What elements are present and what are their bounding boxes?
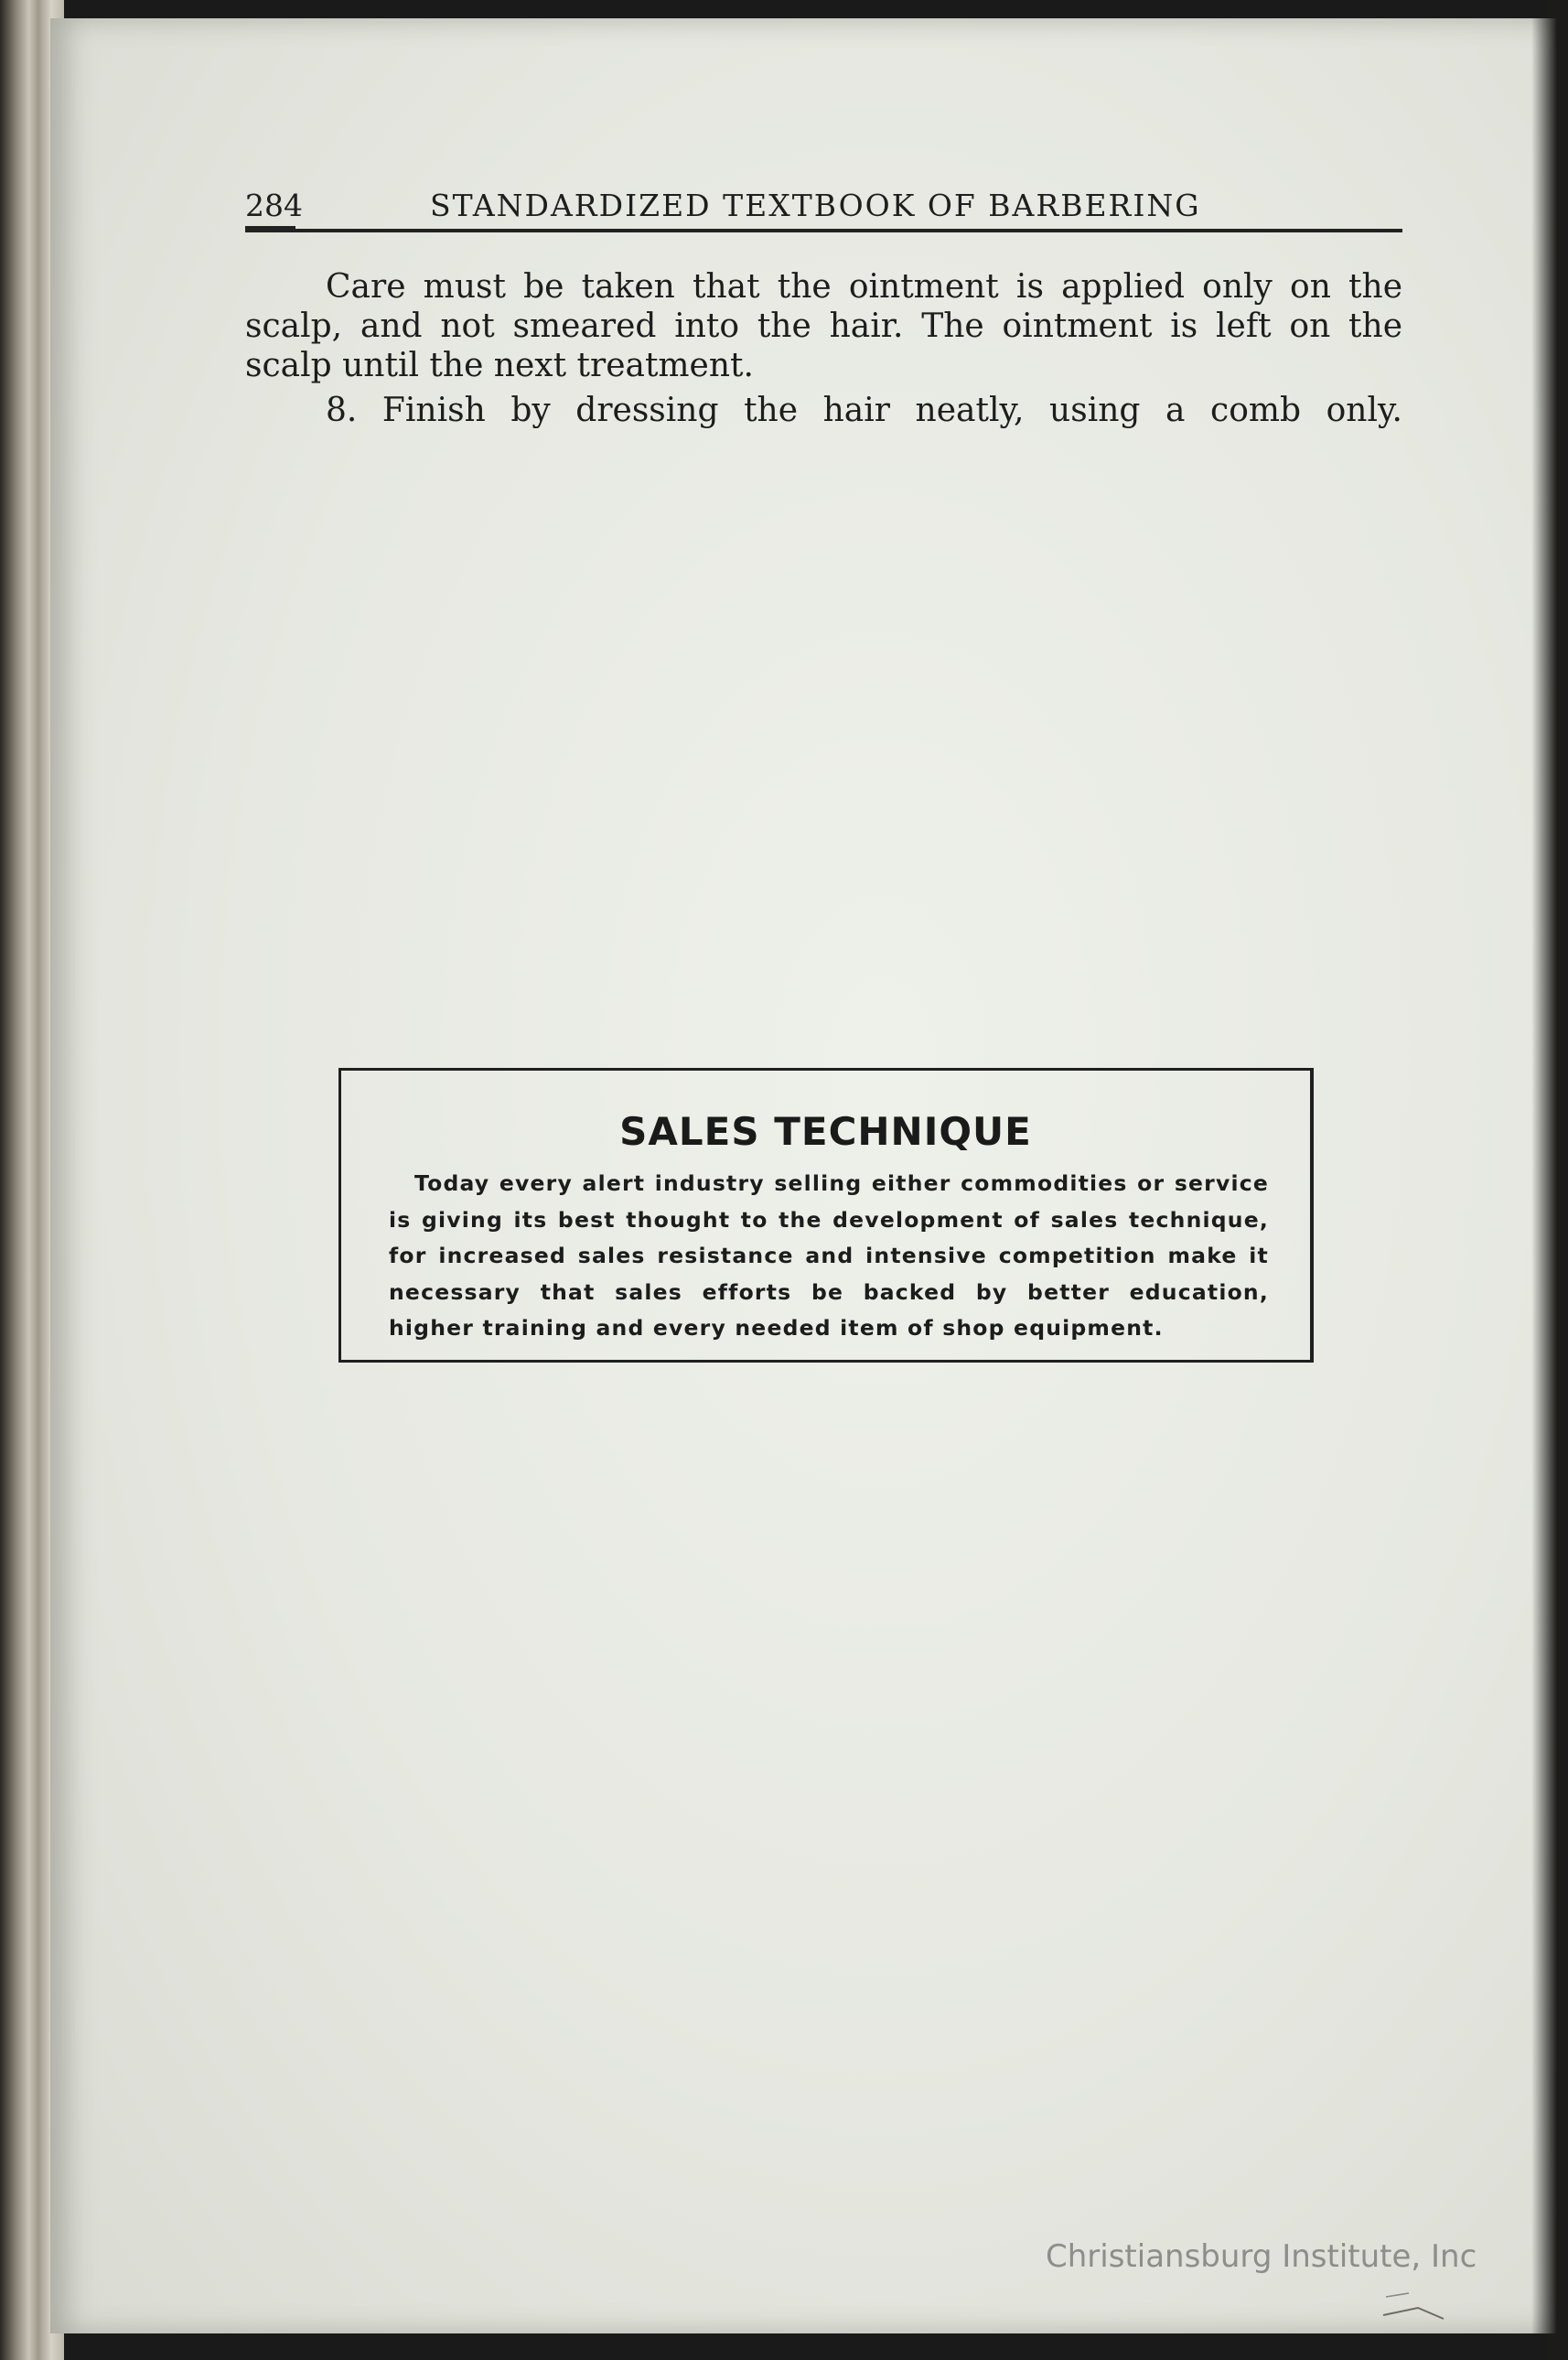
header-rule (245, 229, 1402, 232)
paragraph: Care must be taken that the ointment is applied only on the scalp, and not smeared into the hair. The ointment is left on the scalp until the next treatment. (245, 268, 1402, 384)
paragraph: 8. Finish by dressing the hair neatly, using a comb only. (326, 392, 1402, 429)
page-corner-fold (1381, 2288, 1445, 2324)
sales-box-text: Today every alert industry selling either commodities or service is giving its best thought to the development of sales technique, for increased sales resistance and intensive competition make it necessary that sales efforts be backed by better education, higher training and every needed item of shop equipment. (389, 1170, 1269, 1341)
sales-box-title: SALES TECHNIQUE (619, 1109, 1032, 1154)
page-number: 284 (245, 188, 303, 223)
page-edge-shadow (1531, 0, 1568, 2360)
body-text (245, 267, 1402, 463)
book-title: STANDARDIZED TEXTBOOK OF BARBERING (430, 188, 1201, 223)
sales-technique-box (338, 1068, 1314, 1363)
watermark: Christiansburg Institute, Inc (1046, 2238, 1477, 2275)
header-rule-accent (245, 226, 295, 232)
